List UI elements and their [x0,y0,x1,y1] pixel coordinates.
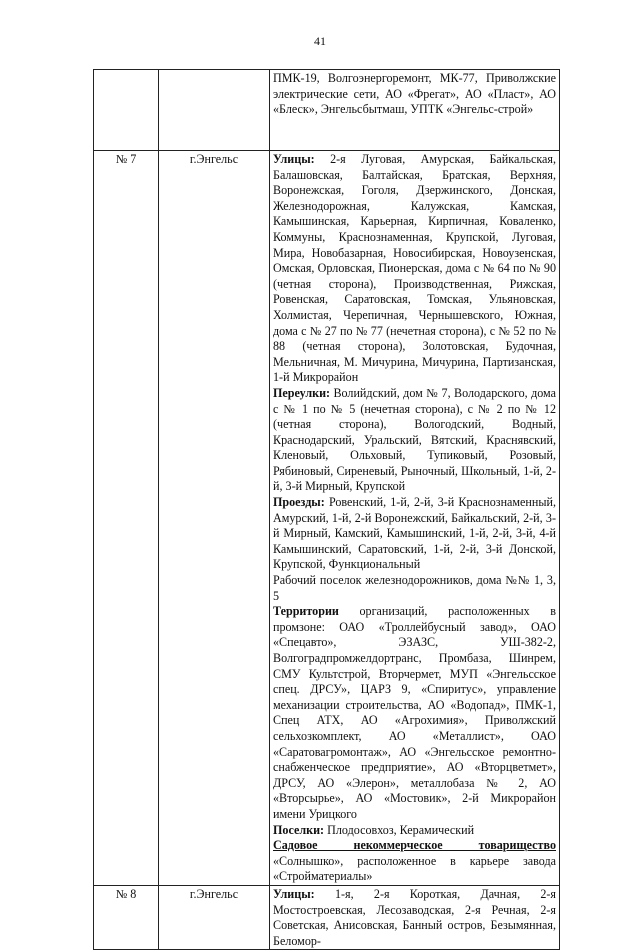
streets-cell [270,70,560,151]
paragraph [273,495,556,573]
paragraph-text: 2-я Луговая, Амурская, Байкальская, Балашовская, Балтайская, Братская, Верхняя, Воронежская, Гоголя, Дзержинского, Донская, Железнодорожная, Калужская, Камская, Камышинская, Карьерная, Кирпичная, Коваленко, Коммуны, Краснознаменная, Крупской, Луговая, Мира, Новобазарная, Новосибирская, Новоузенская, Омская, Орловская, Пионерская, дома с № 64 по № 90 (четная сторона), Производственная, Рижская, Ровенская, Саратовская, Томская, Ульяновская, Холмистая, Черепичная, Чернышевского, Южная, дома с № 27 по № 77 (нечетная сторона), с № 52 по № 88 (четная сторона), Золотовская, Будочная, Мельничная, М. Мичурина, Мичурина, Партизанская, 1-й Микрорайон [273,152,556,385]
paragraph-text: организаций, расположенных в промзоне: ОАО «Троллейбусный завод», ОАО «Спецавто», ЭЗАЗС, УШ-382-2, Волгоградпромжелдортранс, Промбаза, Шинрем, СМУ Культстрой, Вторчермет, МУП «Энгельсское спец. ДРСУ», ЦАРЗ 9, «Спиритус», управление механизации строительства, АО «Водопад», ПМК-1, Спец АТХ, АО «Агрохимия», Приволжский сельхозкомплект, АО «Металлист», ОАО «Саратовагромонтаж», АО «Энгельсское ремонтно-снабженческое предприятие», АО «Вторцветмет», ДРСУ, АО «Элерон», металлобаза № 2, АО «Вторсырье», АО «Мостовик», 2-й Микрорайон имени Урицкого [273,604,556,821]
paragraph [273,887,556,949]
paragraph-text: Плодосовхоз, Керамический [324,822,475,837]
paragraph-label: Территории [273,604,339,619]
table-row [94,70,560,151]
row-number-cell: № 8 [94,885,159,949]
city-cell [159,70,270,151]
paragraph [273,152,556,386]
paragraph-text: Рабочий поселок железнодорожников, дома №№ 1, 3, 5 [273,573,556,603]
paragraph [273,823,556,839]
addresses-table [93,69,560,950]
city-cell: г.Энгельс [159,885,270,949]
table-row [94,885,560,949]
paragraph-label: Переулки: [273,385,331,400]
paragraph-text: Ровенский, 1-й, 2-й, 3-й Краснознаменный, Амурский, 1-й, 2-й Воронежский, Байкальский, 2-й, 3-й Мирный, Камский, Камышинский, 1-й, 2-й, 3-й, 4-й Камышинский, Саратовский, 1-й, 2-й, 3-й Донской, Крупской, Функциональный [273,495,556,572]
paragraph-label: Улицы: [273,152,315,166]
streets-cell [270,151,560,886]
row-number-cell: № 7 [94,151,159,886]
paragraph [273,838,556,885]
paragraph-text: «Солнышко», расположенное в карьере завода «Стройматериалы» [273,853,556,884]
paragraph-label: Садовое некоммерческое товарищество [273,838,556,853]
paragraph-label: Проезды: [273,495,325,510]
paragraph-text: 1-я, 2-я Короткая, Дачная, 2-я Мостостроевская, Лесозаводская, 2-я Речная, 2-я Советская, Анисовская, Банный остров, Безымянная, Беломор- [273,886,556,948]
paragraph-text: Волийдский, дом № 7, Володарского, дома с № 1 по № 5 (нечетная сторона), с № 2 по № 12 (четная сторона), Вологодский, Водный, Краснодарский, Уральский, Вятский, Краснявский, Кленовый, Ольховый, Тупиковый, Розовый, Рябиновый, Сиреневый, Рыночный, Школьный, 1-й, 2-й, 3-й Мирный, Крупской [273,385,556,494]
paragraph-text: ПМК-19, Волгоэнергоремонт, МК-77, Приволжские электрические сети, АО «Фрегат», АО «Пласт», АО «Блеск», Энгельсбытмаш, УПТК «Энгельс-строй» [273,71,556,117]
row-number-cell [94,70,159,151]
paragraph [273,71,556,118]
paragraph-label: Улицы: [273,886,315,901]
paragraph [273,573,556,604]
paragraph [273,604,556,822]
streets-cell [270,885,560,949]
page-number: 41 [314,34,326,48]
paragraph [273,386,556,495]
paragraph-label: Поселки: [273,822,325,837]
table-row [94,151,560,886]
city-cell: г.Энгельс [159,151,270,886]
